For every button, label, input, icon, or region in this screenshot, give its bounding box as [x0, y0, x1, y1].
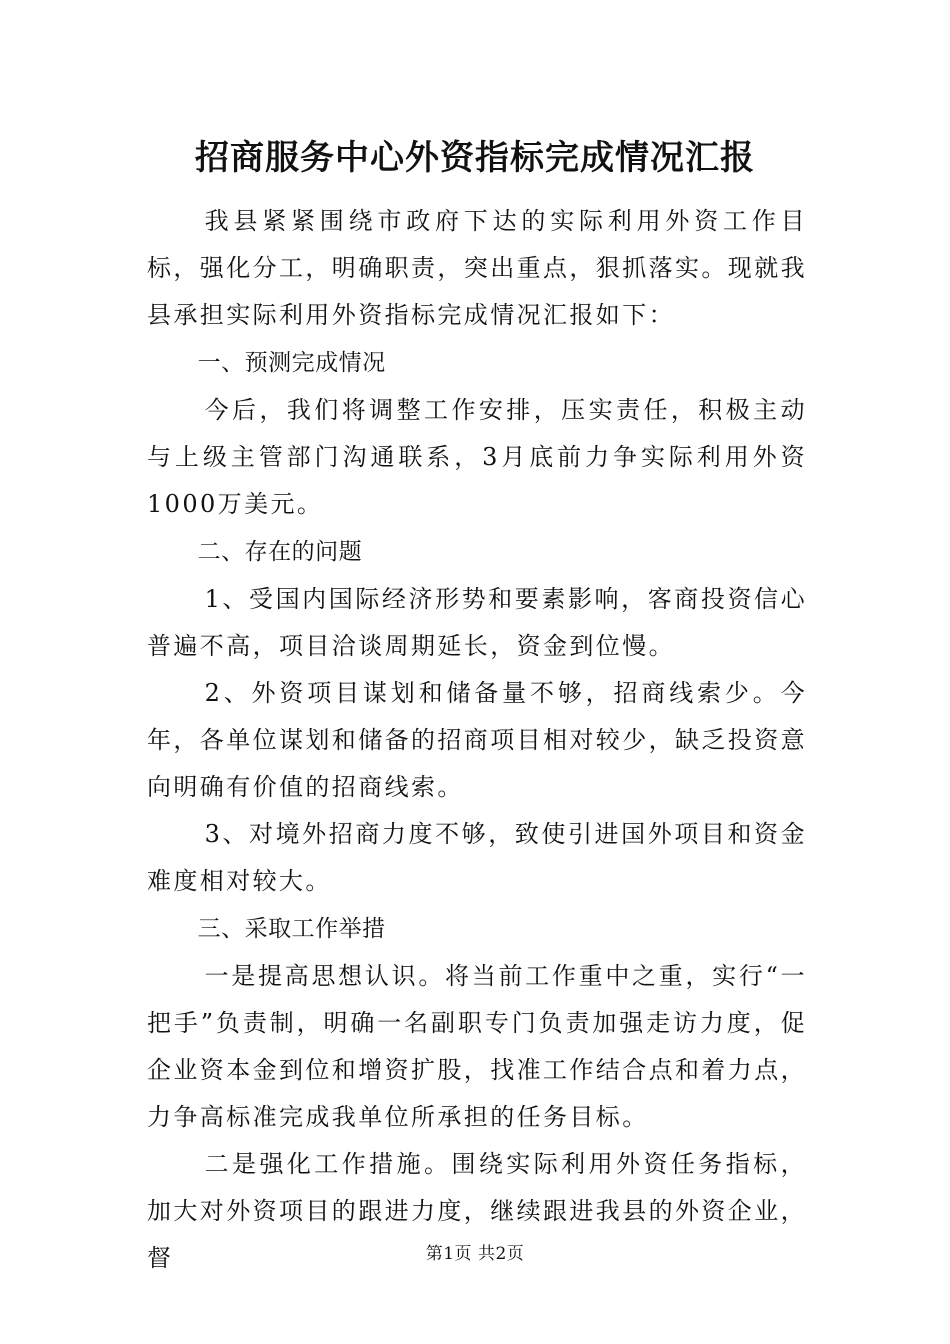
document-body [147, 198, 807, 1282]
paragraph-measure-1: 一是提高思想认识。将当前工作重中之重，实行“一把手”负责制，明确一名副职专门负责加强走访力度，促企业资本金到位和增资扩股，找准工作结合点和着力点，力争高标准完成我单位所承担的任务目标。 [147, 962, 807, 1131]
section-heading-problems: 二、存在的问题 [197, 539, 363, 565]
section-heading-forecast: 一、预测完成情况 [197, 350, 386, 376]
paragraph-measure-2: 二是强化工作措施。围绕实际利用外资任务指标，加大对外资项目的跟进力度，继续跟进我县的外资企业，督 [147, 1150, 807, 1272]
page-number-footer: 第1页 共2页 [425, 1244, 525, 1264]
section-heading-measures: 三、采取工作举措 [197, 916, 386, 942]
intro-paragraph: 我县紧紧围绕市政府下达的实际利用外资工作目标，强化分工，明确职责，突出重点，狠抓落实。现就我县承担实际利用外资指标完成情况汇报如下： [147, 207, 807, 329]
paragraph-problem-3: 3、对境外招商力度不够，致使引进国外项目和资金难度相对较大。 [147, 820, 807, 895]
paragraph-problem-2: 2、外资项目谋划和储备量不够，招商线索少。今年，各单位谋划和储备的招商项目相对较少，缺乏投资意向明确有价值的招商线索。 [147, 679, 807, 801]
paragraph-forecast: 今后，我们将调整工作安排，压实责任，积极主动与上级主管部门沟通联系，3月底前力争实际利用外资1000万美元。 [147, 396, 807, 518]
document-title: 招商服务中心外资指标完成情况汇报 [195, 138, 755, 178]
paragraph-problem-1: 1、受国内国际经济形势和要素影响，客商投资信心普遍不高，项目洽谈周期延长，资金到位慢。 [147, 585, 807, 660]
